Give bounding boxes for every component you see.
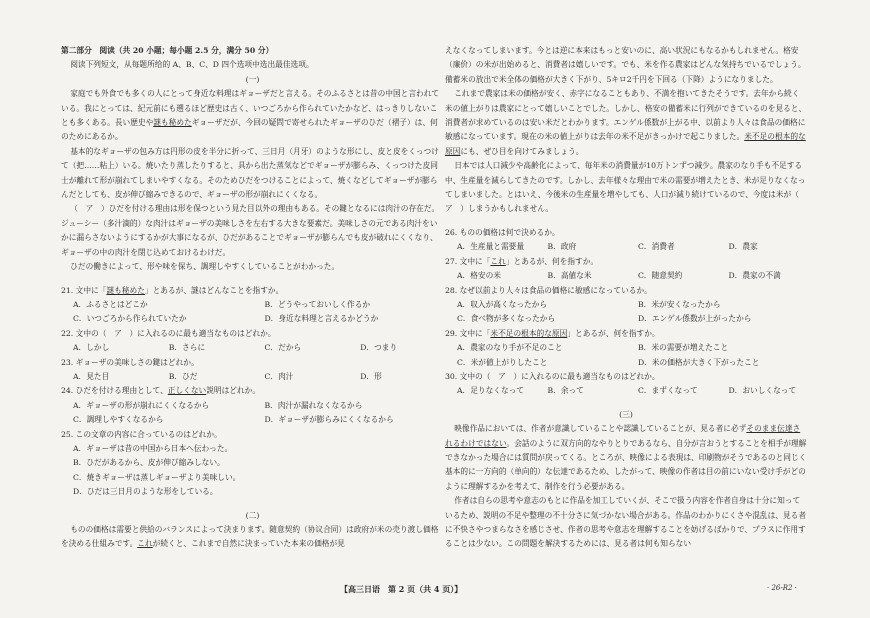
question-stem-text: 26. ものの価格は何で決めるか。 xyxy=(445,227,560,237)
passage2-paragraph: 日本では人口減少や高齢化によって、毎年米の消費量が10万トンずつ減少。農家のなり手も不足する中、生産量を減らしてきたのです。しかし、去年様々な理由で米の需要が増えたとき、米が足りなくなってしまいました。とはいえ、今後米の生産量を増やしても、人口が減り続けているので、今度は米が（ ア ）しまうかもしれません。 xyxy=(445,161,807,214)
answer-option[interactable]: D．身近な料理と言えるかどうか xyxy=(264,314,379,324)
passage3-marker: (三) xyxy=(619,409,633,419)
answer-option[interactable]: B．政府 xyxy=(547,242,577,252)
part-header: 第二部分 阅读（共 20 小题；每小题 2.5 分，满分 50 分） xyxy=(61,46,274,55)
answer-option[interactable]: D．ひだは三日月のような形をしている。 xyxy=(73,487,218,497)
question-stem-text: 28. なぜ以前より人々は食品の価格に敏感になっているか。 xyxy=(445,285,652,295)
question-stem-text: 27. 文中に「 xyxy=(445,256,491,266)
passage2-text: が続くと、これまで自然に決まっていた本来の価格が見 xyxy=(152,539,345,549)
answer-option[interactable]: B．余って xyxy=(547,386,584,396)
question-stem xyxy=(445,284,807,298)
answer-option[interactable]: C．肉汁 xyxy=(264,371,294,381)
passage3-paragraph: 作者は自らの思考や意志のもとに作品を加工していくが、そこで扱う内容を作者自身は十分に知っているため、説明の不足や整理の不十分さに気づかない場合がある。作品のわかりにくさや混乱は、見る者に不快さやつまらなさを感じさせ、作者の思考や意志を理解することを妨げるばかりで、プラスに作用することは少ない。この問題を解決するためには、見る者は何も知らない xyxy=(445,496,807,549)
question-stem-text: 」とあるが、何を指すか。 xyxy=(505,256,599,266)
answer-option[interactable]: D．農家 xyxy=(728,242,758,252)
question-list-left xyxy=(61,284,444,500)
answer-option[interactable]: A．生産量と需要量 xyxy=(457,242,525,252)
question-stem-text: 説明はどれか。 xyxy=(206,386,261,396)
answer-option[interactable]: D．農家の不満 xyxy=(728,271,781,281)
answer-option[interactable]: A．収入が高くなったから xyxy=(457,299,548,309)
question-stem xyxy=(445,226,807,240)
question xyxy=(445,370,807,399)
answer-options xyxy=(61,399,444,428)
answer-option[interactable]: C．随意契約 xyxy=(638,271,683,281)
answer-option[interactable]: D．形 xyxy=(360,371,382,381)
passage1-text: ギョーザだが、今回の疑問で寄せられたギョーザのひだ（褶子）は、何のためにあるか。 xyxy=(61,118,438,142)
answer-option[interactable]: C．まずくなって xyxy=(638,386,698,396)
answer-option[interactable]: C．米が値上がりしたこと xyxy=(457,357,548,367)
passage2-paragraph xyxy=(61,523,444,552)
question xyxy=(445,327,807,370)
underlined-phrase: 謎も秘めた xyxy=(153,118,192,128)
question xyxy=(445,255,807,284)
passage3-text: 。会話のように双方向的なやりとりであるなら、自分が言おうとすることを相手が理解できなかった場合には質問が戻ってくる。ところが、映像による表現は、印刷物がそうであるのと同じく基本的に一方向的（单向的）な伝達であるため、したがって、映像の作者は目の前にいない受け手がどのように理解するかを考えて、制作を行う必要がある。 xyxy=(445,438,807,491)
answer-option[interactable]: C．いつごろから作られていたか xyxy=(73,314,187,324)
question xyxy=(61,327,444,356)
answer-option[interactable]: B．高値な米 xyxy=(547,271,592,281)
question xyxy=(61,284,444,327)
answer-options xyxy=(445,240,807,254)
answer-option[interactable]: C．消費者 xyxy=(638,242,675,252)
answer-option[interactable]: A．ギョーザの形が崩れにくくなるから xyxy=(73,400,210,410)
question xyxy=(445,284,807,327)
passage2-text: これまで農家は米の価格が安く、赤字になることもあり、不満を抱いてきたそうです。去年から続く米の値上がりは農家にとって嬉しいことでした。しかし、格安の備蓄米に行列ができているのを見ると、消費者が求めているのは安い米だとわかります。エンゲル係数が上がる中、以前より人々は食品の価格に敏感になっています。現在の米の値上がりは去年の米不足がきっかけで起こりました。 xyxy=(445,89,807,142)
answer-option[interactable]: A．ギョーザは昔の中国から日本へ伝わった。 xyxy=(73,443,233,453)
answer-option[interactable]: B．米が安くなったから xyxy=(638,299,721,309)
question-stem xyxy=(61,327,444,341)
passage1-paragraph: （ ア ）ひだを付ける理由は形を保つという見た目以外の理由もある。その鍵となるには肉汁の存在だ。ジューシー（多汁滴的）な肉汁はギョーザの美味しさを左右する大きな要素だ。美味しさの元である肉汁をいかに漏らさないようにするかが大事になるが、ひだがあることでギョーザが膨らんでも皮が破れにくくなり、ギョーザの中の肉汁を閉じ込めておけるわけだ。 xyxy=(61,204,440,257)
answer-option[interactable]: D．エンゲル係数が上がったから xyxy=(638,314,752,324)
answer-options xyxy=(445,298,807,327)
question-stem xyxy=(61,428,444,442)
answer-option[interactable]: A．しかし xyxy=(73,343,110,353)
passage2-paragraph xyxy=(445,87,807,159)
question-stem xyxy=(61,284,444,298)
passage1-paragraph: 基本的なギョーザの包み方は円形の皮を半分に折って、三日月（月牙）のような形にし、皮と皮をくっつけて（把……粘上）いる。焼いたり蒸したりすると、具から出た蒸気などでギョーザが膨らみ、くっつけた皮同士が離れて形が崩れてしまいやすくなる。そのためひだをつけることによって、焼くなどしてギョーザが膨らんだとしても、皮が伸び縮みできるので、ギョーザの形が崩れにくくなる。 xyxy=(61,146,439,200)
question-stem-text: 23. ギョーザの美味しさの鍵はどれか。 xyxy=(61,357,199,367)
question-stem xyxy=(61,356,444,370)
underlined-phrase: 正しくない xyxy=(167,386,207,396)
question-stem xyxy=(445,255,807,269)
passage2-marker: (二) xyxy=(245,510,260,520)
underlined-phrase: 米不足の根本的な原因 xyxy=(490,328,568,338)
question-list-right xyxy=(445,226,807,399)
passage2-paragraph: えなくなってしまいます。今とは逆に本来はもっと安いのに、高い状況にもなるかもしれません。格安（廉价）の米が出始めると、消費者は嬉しいです。でも、米を作る農家はどんな気持ちでいるでしょう。備蓄米の放出で米全体の価格が大きく下がり、5キロ2千円を下回る（下降）ようになりました。 xyxy=(445,46,806,84)
answer-option[interactable]: C．焼きギョーザは蒸しギョーザより美味しい。 xyxy=(73,472,241,482)
question-stem-text: 21. 文中に「 xyxy=(61,285,107,295)
question-stem-text: 25. この文章の内容に合っているのはどれか。 xyxy=(61,429,222,439)
answer-option[interactable]: B．米の需要が増えたこと xyxy=(638,343,729,353)
passage1-paragraph: ひだの働きによって、形や味を保ち、調理しやすくしていることがわかった。 xyxy=(70,262,340,272)
answer-options xyxy=(61,442,444,500)
question-stem-text: 22. 文中の（ ア ）に入れるのに最も適当なものはどれか。 xyxy=(61,328,276,338)
underlined-phrase: 謎も秘めた xyxy=(106,285,145,295)
question xyxy=(61,384,444,427)
passage1-marker: (一) xyxy=(245,74,260,84)
answer-option[interactable]: D．つまり xyxy=(360,343,398,353)
passage1-text: 家庭でも外食でも多くの人にとって身近な料理はギョーザだと言える。そのふるさとは昔の中国と言われている。我にとっては、紀元前にも遡るほど歴史は古く、いつごろから作られていたかなど、はっきりしないことも多くある。 xyxy=(61,89,440,128)
underlined-phrase: そのまま伝達されるわけではない xyxy=(445,424,801,448)
answer-option[interactable]: B．さらに xyxy=(168,343,206,353)
question xyxy=(61,428,444,500)
passage2-text: ものの価格は需要と供給のバランスによって決まります。随意契約（协议合同）は政府が米の売り渡し価格を決める仕組みです。 xyxy=(61,525,439,549)
answer-options xyxy=(61,341,444,355)
answer-option[interactable]: A．見た目 xyxy=(73,371,110,381)
underlined-phrase: 米不足の根本的な原因 xyxy=(445,132,806,156)
passage1-paragraph xyxy=(61,87,444,145)
question xyxy=(61,356,444,385)
question-stem xyxy=(61,384,444,398)
answer-option[interactable]: C．調理しやすくなるから xyxy=(73,415,164,425)
passage3-paragraph xyxy=(445,422,807,494)
answer-options xyxy=(61,370,444,384)
answer-option[interactable]: D．おいしくなって xyxy=(728,386,797,396)
answer-options xyxy=(445,341,807,370)
question-stem xyxy=(445,327,807,341)
answer-option[interactable]: A．足りなくなって xyxy=(457,386,525,396)
answer-option[interactable]: B．ひだ xyxy=(168,371,198,381)
question xyxy=(445,226,807,255)
question-stem xyxy=(445,370,807,384)
question-stem-text: 30. 文中の（ ア ）に入れるのに最も適当なものはどれか。 xyxy=(445,371,660,381)
answer-option[interactable]: C．食べ物が多くなったから xyxy=(457,314,556,324)
passage1-text: 長い歴史や xyxy=(114,118,154,128)
right-column xyxy=(445,44,807,552)
instructions: 阅读下列短文，从每题所给的 A、B、C、D 四个选项中选出最佳选项。 xyxy=(70,60,314,70)
answer-option[interactable]: B．どうやっておいしく作るか xyxy=(264,299,371,309)
answer-option[interactable]: A．ふるさとはどこか xyxy=(73,299,148,309)
answer-option[interactable]: B．肉汁が漏れなくなるから xyxy=(264,400,363,410)
left-column xyxy=(61,44,444,552)
question-stem-text: 」とあるが、謎はどんなことを指すか。 xyxy=(144,285,284,295)
underlined-phrase: これ xyxy=(137,539,153,549)
question-stem-text: 」とあるが、何を指すか。 xyxy=(567,328,660,338)
answer-option[interactable]: B．ひだがあるから、皮が伸び縮みしない。 xyxy=(73,458,225,468)
page-footer: 【高三日语 第 2 页（共 4 页）】 xyxy=(340,584,463,594)
exam-code: · 26-R2 · xyxy=(767,584,797,592)
answer-option[interactable]: A．農家のなり手が不足のこと xyxy=(457,343,563,353)
answer-option[interactable]: A．格安の米 xyxy=(457,271,501,281)
question-stem-text: 29. 文中に「 xyxy=(445,328,491,338)
answer-options xyxy=(445,269,807,283)
passage3-text: 映像作品においては、作者が意識していることや認識していることが、見る者に必ず xyxy=(454,424,747,434)
answer-option[interactable]: D．ギョーザが膨らみにくくなるから xyxy=(264,415,394,425)
underlined-phrase: これ xyxy=(490,256,506,266)
answer-option[interactable]: D．米の価格が大きく下がったこと xyxy=(638,357,760,367)
answer-options xyxy=(61,298,444,327)
passage2-text: にも、ぜひ目を向けてみましょう。 xyxy=(460,146,584,156)
question-stem-text: 24. ひだを付ける理由として、 xyxy=(61,386,168,396)
answer-options xyxy=(445,384,807,398)
answer-option[interactable]: C．だから xyxy=(264,343,302,353)
